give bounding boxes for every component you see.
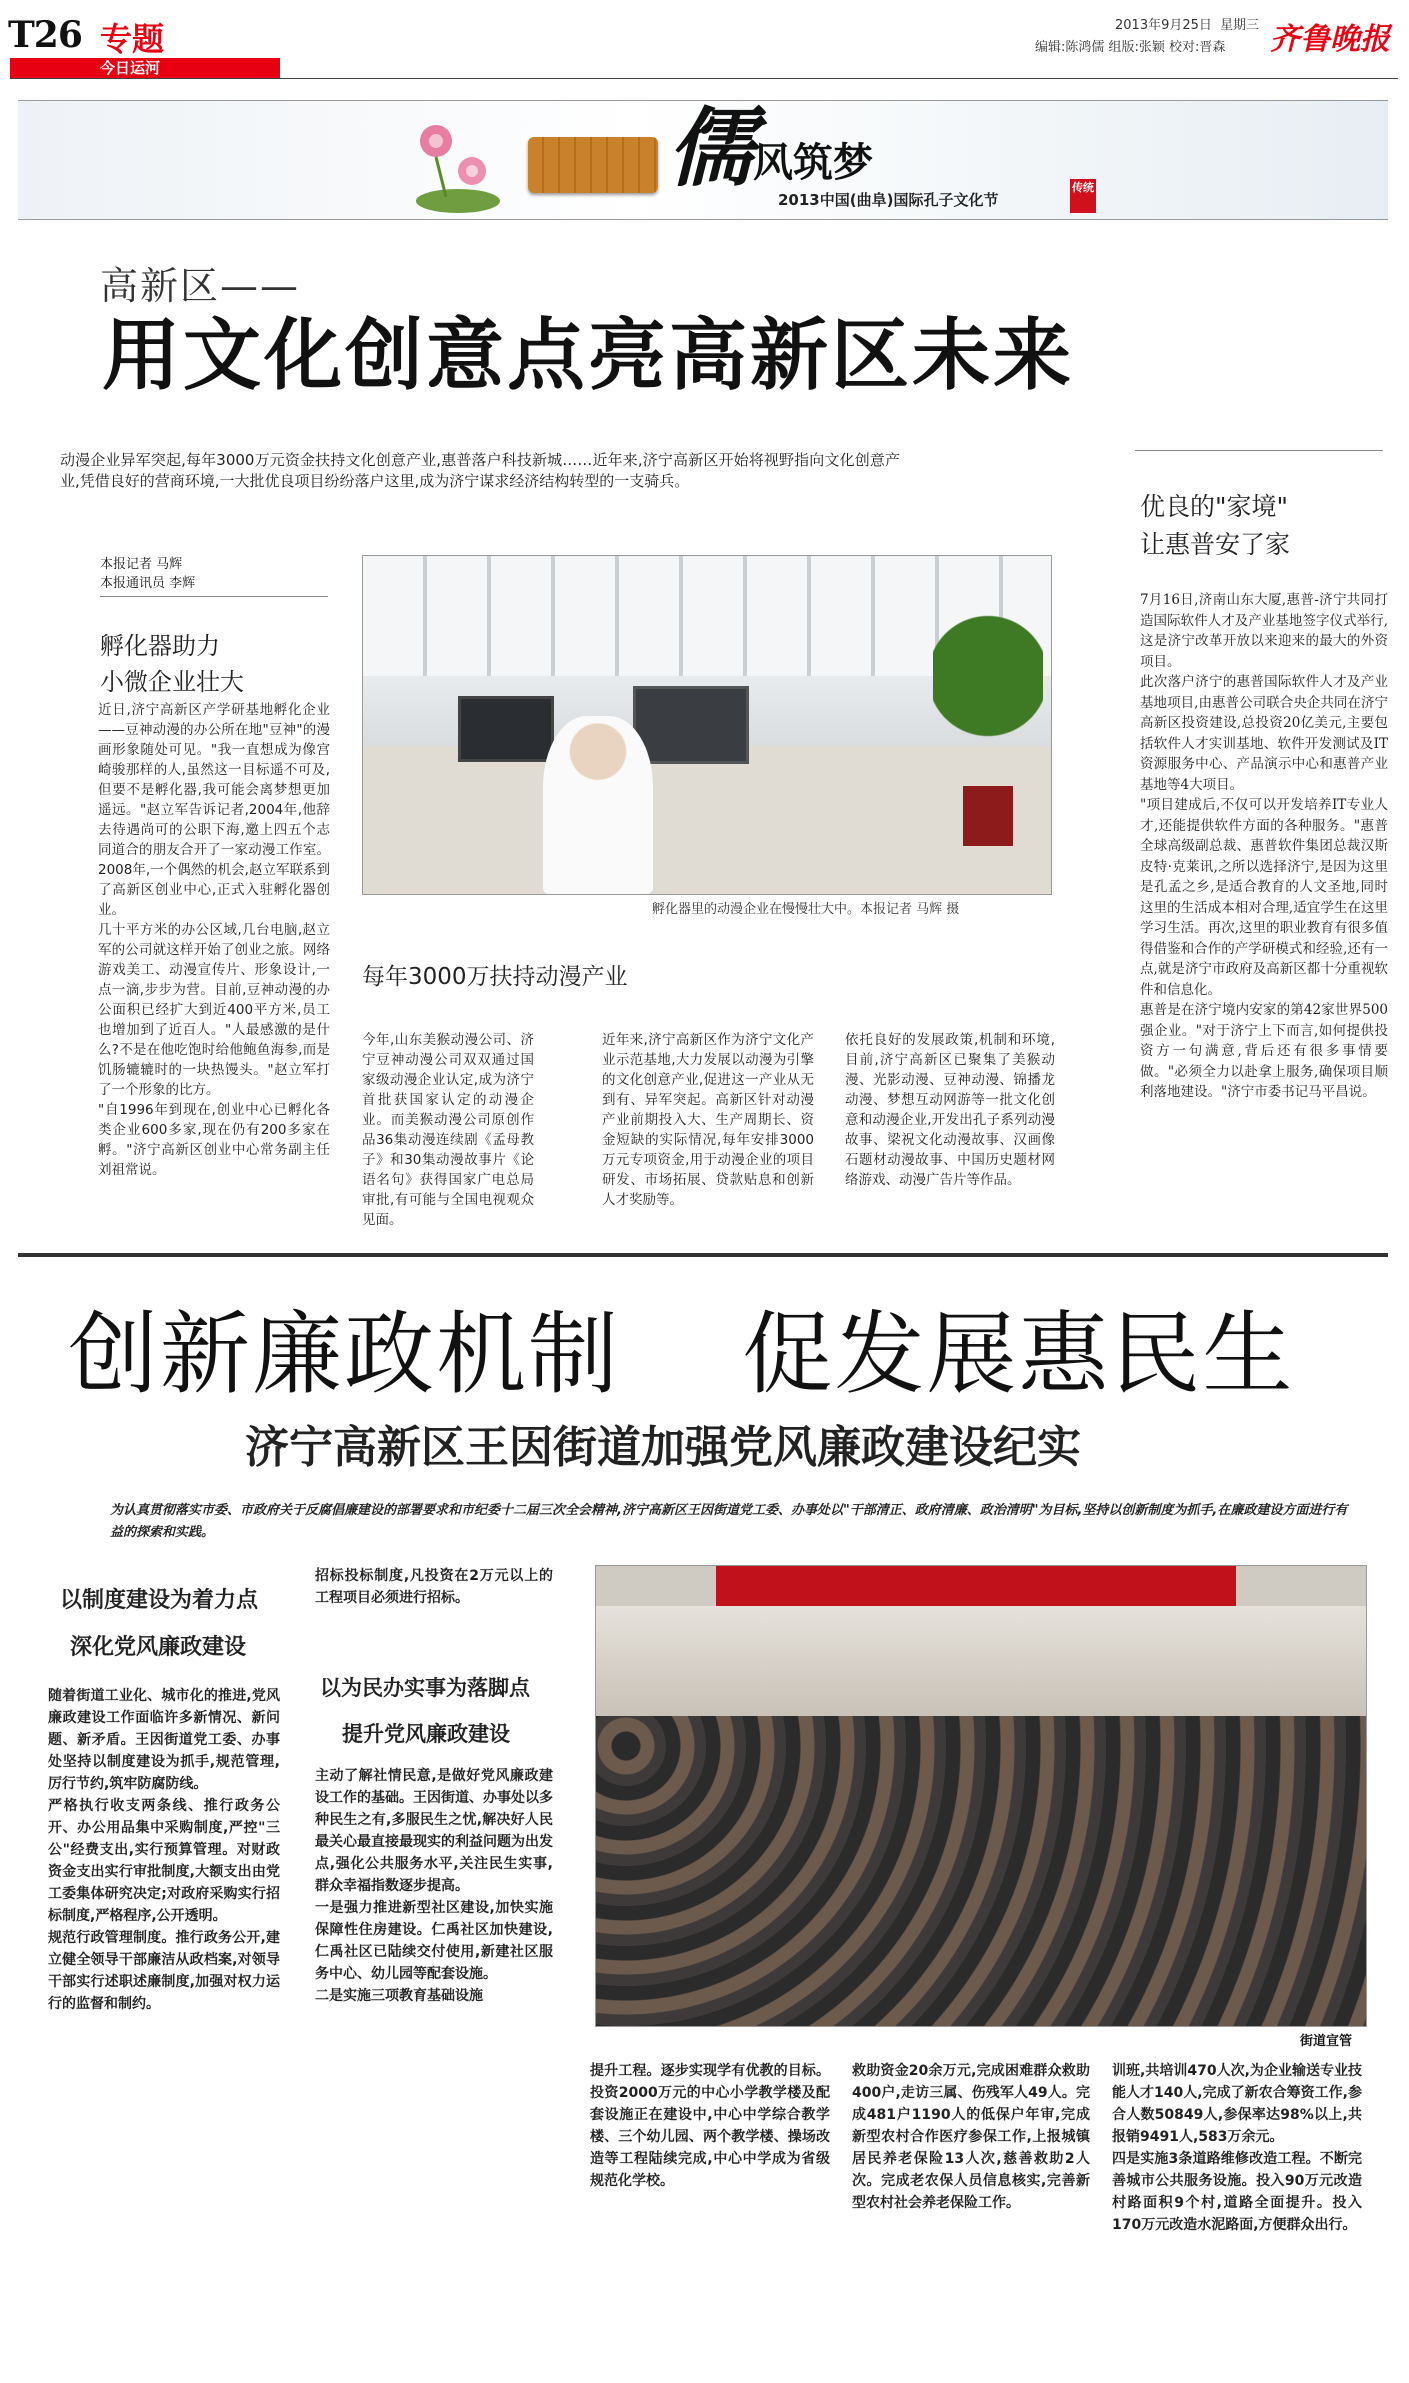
meeting-banner [716,1566,1236,1606]
photo-monitor-2 [633,686,749,764]
story2-sub-a1: 以制度建设为着力点 [60,1588,259,1613]
sub-section-label: 今日运河 [100,59,161,77]
byline-correspondent: 本报通讯员 李辉 [100,576,196,591]
story1-headline: 用文化创意点亮高新区未来 [102,311,1075,401]
bamboo-scroll-icon [528,137,658,193]
story2-sub-b1: 以为民办实事为落脚点 [320,1676,530,1700]
photo-plant [933,596,1043,796]
story1-col2: 今年,山东美猴动漫公司、济宁豆神动漫公司双双通过国家级动漫企业认定,成为济宁首批获国家认定的动漫企业。而美猴动漫公司原创作品36集动漫连续剧《孟母教子》和30集动漫故事片《论语名句》获得国家广电总局审批,有可能与全国电视观众见面。 [362,1032,534,1228]
date-text: 2013年9月25日 [1115,18,1212,33]
section-divider [18,1253,1388,1257]
office-photo [362,555,1052,895]
story2-col-c: 提升工程。逐步实现学有优教的目标。投资2000万元的中心小学教学楼及配套设施正在建设中,中心中学综合教学楼、三个幼儿园、两个教学楼、操场改造等工程陆续完成,中心中学成为省级规范化学校。 [590,2063,830,2189]
byline-reporter: 本报记者 马辉 [100,557,183,572]
paper-masthead: 齐鲁晚报 [1270,22,1390,57]
issue-date [1115,16,1259,35]
photo-person-cap [543,716,653,894]
banner-seal-text: 传统 [1072,181,1094,194]
lotus-icon [398,101,538,219]
story1-subhead-2: 每年3000万扶持动漫产业 [362,964,628,990]
story2-intro: 为认真贯彻落实市委、市政府关于反腐倡廉建设的部署要求和市纪委十二届三次全会精神,济宁高新区王因街道党工委、办事处以"干部清正、政府清廉、政治清明"为目标,坚持以创新制度为抓手,在廉政建设方面进行有益的探索和实践。 [110,1503,1348,1540]
byline-rule [100,596,328,597]
header-rule [10,78,1398,79]
banner-title: 风筑梦 [753,139,873,186]
weekday-text: 星期三 [1220,18,1260,33]
photo-pot [963,786,1013,846]
page-number: T26 [8,14,82,56]
story1-top-rule-right [1135,450,1383,451]
banner-big-char: 儒 [668,98,754,199]
story2-subhead: 济宁高新区王因街道加强党风廉政建设纪实 [245,1422,1081,1473]
story2-col-a: 随着街道工业化、城市化的推进,党风廉政建设工作面临许多新情况、新问题、新矛盾。王因街道党工委、办事处坚持以制度建设为抓手,规范管理,厉行节约,筑牢防腐防线。 严格执行收支两条线、推行政务公开、办公用品集中采购制度,严控"三公"经费支出,实行预算管理。对财政资金支出实行审批制度,大额支出由党工委集体研究决定;对政府采购实行招标制度,严格程序,公开透明。 规范行政管理制度。推行政务公开,建立健全领导干部廉洁从政档案,对领导干部实行述职述廉制度,加强对权力运行的监督和制约。 [48,1688,280,2012]
story1-lead: 动漫企业异军突起,每年3000万元资金扶持文化创意产业,惠普落户科技新城……近年来,济宁高新区开始将视野指向文化创意产业,凭借良好的营商环境,一大批优良项目纷纷落户这里,成为济宁谋求经济结构转型的一支骑兵。 [60,451,900,490]
photo-monitor-1 [458,696,554,762]
story2-col-b: 主动了解社情民意,是做好党风廉政建设工作的基础。王因街道、办事处以多种民生之有,多服民生之忧,解决好人民最关心最直接最现实的利益问题为出发点,强化公共服务水平,关注民生实事,群众幸福指数逐步提高。 一是强力推进新型社区建设,加快实施保障性住房建设。仁禹社区加快建设,仁禹社区已陆续交付使用,新建社区服务中心、幼儿园等配套设施。 二是实施三项教育基础设施 [315,1768,553,2004]
story1-subhead-1: 孵化器助力 小微企业壮大 [100,632,244,696]
story1-col3: 近年来,济宁高新区作为济宁文化产业示范基地,大力发展以动漫为引擎的文化创意产业,促进这一产业从无到有、异军突起。高新区针对动漫产业前期投入大、生产周期长、资金短缺的实际情况,每年安排3000万元专项资金,用于动漫企业的项目研发、市场拓展、贷款贴息和创新人才奖励等。 [602,1032,814,1208]
story2-sub-a2: 深化党风廉政建设 [70,1635,247,1660]
story2-sub-b2: 提升党风廉政建设 [342,1722,510,1746]
banner-seal [1070,179,1096,213]
office-photo-caption: 孵化器里的动漫企业在慢慢壮大中。本报记者 马辉 摄 [652,902,960,917]
meeting-crowd [596,1716,1366,2026]
side-column-text: 7月16日,济南山东大厦,惠普-济宁共同打造国际软件人才及产业基地签字仪式举行,这是济宁改革开放以来迎来的最大的外资项目。 此次落户济宁的惠普国际软件人才及产业基地项目,由惠普公司联合央企共同在济宁高新区投资建设,总投资20亿美元,主要包括软件人才实训基地、软件开发测试及IT资源服务中心、产品演示中心和惠普产业基地等4大项目。 "项目建成后,不仅可以开发培养IT专业人才,还能提供软件方面的各种服务。"惠普全球高级副总裁、惠普软件集团总裁汉斯皮特·克莱讯,之所以选择济宁,是因为这里是孔孟之乡,是适合教育的人文圣地,同时这里的生活成本相对合理,适宜学生在这里学习生活。再次,这里的职业教育有很多值得借鉴和合作的产学研模式和经验,还有一点,就是济宁市政府及高新区都十分重视软件和信息化。 惠普是在济宁境内安家的第42家世界500强企业。"对于济宁上下而言,如何提供投资方一句满意,背后还有很多事情要做。"必须全力以赴拿上服务,确保项目顺利落地建设。"济宁市委书记马平昌说。 [1140,592,1388,1100]
story2-headline: 创新廉政机制 促发展惠民生 [68,1302,1295,1407]
story1-kicker: 高新区—— [100,264,301,308]
editor-line: 编辑:陈鸿儒 组版:张颖 校对:晋森 [1035,40,1226,55]
festival-banner [18,100,1388,220]
meeting-photo-credit: 街道宣管 [1300,2034,1353,2049]
banner-subtitle: 2013中国(曲阜)国际孔子文化节 [778,191,999,209]
story2-col-b-top: 招标投标制度,凡投资在2万元以上的工程项目必须进行招标。 [315,1568,553,1606]
section-name: 专题 [100,20,165,58]
meeting-photo [595,1565,1367,2027]
story2-col-d: 救助资金20余万元,完成困难群众救助400户,走访三属、伤残军人49人。完成481户1190人的低保户年审,完成新型农村合作医疗参保工作,上报城镇居民养老保险13人次,慈善救助2人次。完成老农保人员信息核实,完善新型农村社会养老保险工作。 [852,2063,1090,2211]
side-headline: 优良的"家境" 让惠普安了家 [1140,492,1291,559]
story1-col4: 依托良好的发展政策,机制和环境,目前,济宁高新区已聚集了美猴动漫、光影动漫、豆神动漫、锦播龙动漫、梦想互动网游等一批文化创意和动漫企业,开发出孔子系列动漫故事、梁祝文化动漫故事、汉画像石题材动漫故事、中国历史题材网络游戏、动漫广告片等作品。 [845,1032,1055,1188]
story2-col-e: 训班,共培训470人次,为企业输送专业技能人才140人,完成了新农合筹资工作,参合人数50849人,参保率达98%以上,共报销9491人,583万余元。 四是实施3条道路维修改造工程。不断完善城市公共服务设施。投入90万元改造村路面积9个村,道路全面提升。投入170万元改造水泥路面,方便群众出行。 [1112,2063,1362,2233]
story1-col1: 近日,济宁高新区产学研基地孵化企业——豆神动漫的办公所在地"豆神"的漫画形象随处可见。"我一直想成为像宫崎骏那样的人,虽然这一目标遥不可及,但要不是孵化器,我可能会离梦想更加遥远。"赵立军告诉记者,2004年,他辞去待遇尚可的公职下海,邀上四五个志同道合的朋友合开了一家动漫工作室。2008年,一个偶然的机会,赵立军联系到了高新区创业中心,正式入驻孵化器创业。 几十平方米的办公区域,几台电脑,赵立军的公司就这样开始了创业之旅。网络游戏美工、动漫宣传片、形象设计,一点一滴,步步为营。目前,豆神动漫的办公面积已经扩大到近400平方米,员工也增加到了近百人。"人最感激的是什么?不是在他吃饱时给他鲍鱼海参,而是饥肠辘辘时的一块热馒头。"赵立军打了一个形象的比方。 "自1996年到现在,创业中心已孵化各类企业600多家,现在仍有200多家在孵。"济宁高新区创业中心常务副主任刘祖常说。 [98,702,330,1178]
